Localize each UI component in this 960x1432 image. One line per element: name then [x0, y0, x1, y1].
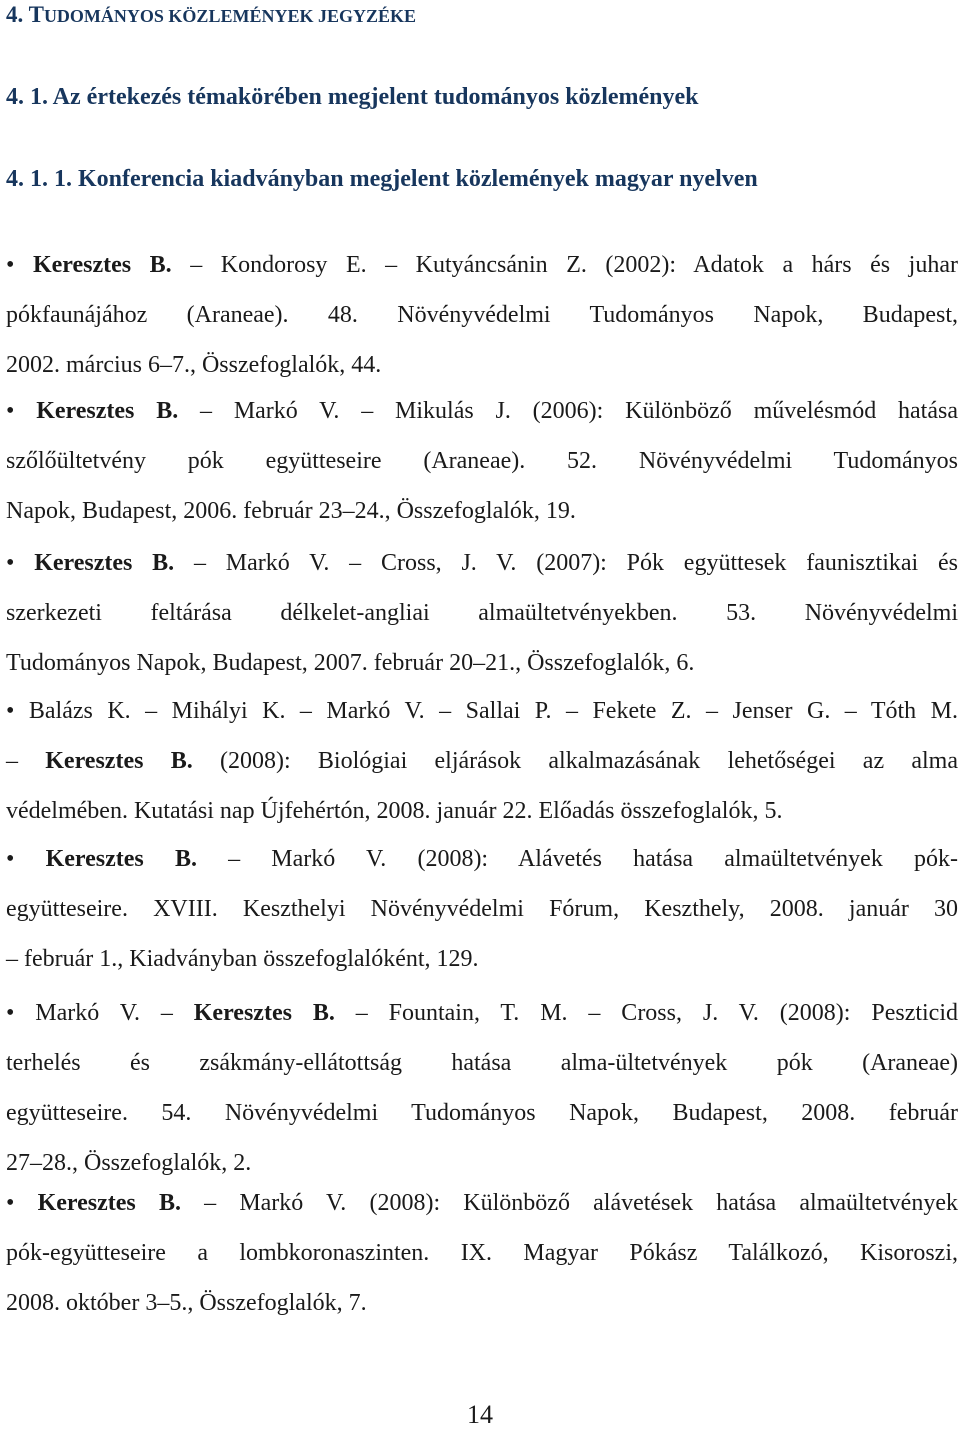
author-highlight: Keresztes B.: [36, 398, 179, 424]
publication-entry: [6, 386, 958, 536]
entry-line: • Keresztes B. – Markó V. – Mikulás J. (2006): Különböző művelésmód hatása: [6, 398, 958, 424]
entry-line: együtteseire. XVIII. Keszthelyi Növényvédelmi Fórum, Keszthely, 2008. január 30: [6, 896, 958, 922]
publication-entry: [6, 1178, 958, 1328]
entry-line: pók-együtteseire a lombkoronaszinten. IX. Magyar Pókász Találkozó, Kisoroszi,: [6, 1240, 958, 1266]
chapter-heading: 4. TUDOMÁNYOS KÖZLEMÉNYEK JEGYZÉKE: [6, 2, 416, 27]
entry-line: együtteseire. 54. Növényvédelmi Tudományos Napok, Budapest, 2008. február: [6, 1100, 958, 1126]
entry-line: • Markó V. – Keresztes B. – Fountain, T. M. – Cross, J. V. (2008): Peszticid: [6, 1000, 958, 1026]
publication-entry: [6, 834, 958, 984]
entry-line: 2008. október 3–5., Összefoglalók, 7.: [6, 1290, 367, 1316]
entry-line: 2002. március 6–7., Összefoglalók, 44.: [6, 352, 382, 378]
author-highlight: Keresztes B.: [32, 252, 172, 278]
entry-line: 27–28., Összefoglalók, 2.: [6, 1150, 252, 1176]
publication-entry: [6, 538, 958, 688]
author-highlight: Keresztes B.: [34, 550, 175, 576]
entry-line: terhelés és zsákmány-ellátottság hatása alma-ültetvények pók (Araneae): [6, 1050, 958, 1076]
entry-line: – Keresztes B. (2008): Biológiai eljárások alkalmazásának lehetőségei az alma: [6, 748, 958, 774]
entry-line: • Keresztes B. – Kondorosy E. – Kutyáncsánin Z. (2002): Adatok a hárs és juhar: [6, 252, 958, 278]
page-number: 14: [467, 1400, 493, 1429]
entry-line: – február 1., Kiadványban összefoglalóként, 129.: [6, 946, 479, 972]
entry-line: • Keresztes B. – Markó V. (2008): Különböző alávetések hatása almaültetvények: [6, 1190, 958, 1216]
entry-line: szőlőültetvény pók együtteseire (Araneae). 52. Növényvédelmi Tudományos: [6, 448, 958, 474]
entry-line: védelmében. Kutatási nap Újfehértón, 2008. január 22. Előadás összefoglalók, 5.: [6, 798, 783, 824]
section-heading: 4. 1. Az értekezés témakörében megjelent tudományos közlemények: [6, 84, 699, 110]
entry-line: Tudományos Napok, Budapest, 2007. február 20–21., Összefoglalók, 6.: [6, 650, 695, 676]
entry-line: szerkezeti feltárása délkelet-angliai almaültetvényekben. 53. Növényvédelmi: [6, 600, 958, 626]
publication-entry: [6, 988, 958, 1188]
entry-line: Napok, Budapest, 2006. február 23–24., Összefoglalók, 19.: [6, 498, 576, 524]
entry-line: • Keresztes B. – Markó V. (2008): Alávetés hatása almaültetvények pók-: [6, 846, 959, 872]
author-highlight: Keresztes B.: [193, 1000, 335, 1026]
publication-entry: [6, 240, 958, 390]
entry-line: pókfaunájához (Araneae). 48. Növényvédelmi Tudományos Napok, Budapest,: [6, 302, 958, 328]
author-highlight: Keresztes B.: [37, 1190, 181, 1216]
subsection-heading: 4. 1. 1. Konferencia kiadványban megjelent közlemények magyar nyelven: [6, 166, 758, 192]
author-highlight: Keresztes B.: [45, 846, 197, 872]
publication-entry: [6, 686, 958, 836]
entry-line: • Balázs K. – Mihályi K. – Markó V. – Sallai P. – Fekete Z. – Jenser G. – Tóth M.: [6, 698, 958, 724]
author-highlight: Keresztes B.: [45, 748, 193, 774]
entry-line: • Keresztes B. – Markó V. – Cross, J. V. (2007): Pók együttesek faunisztikai és: [6, 550, 958, 576]
